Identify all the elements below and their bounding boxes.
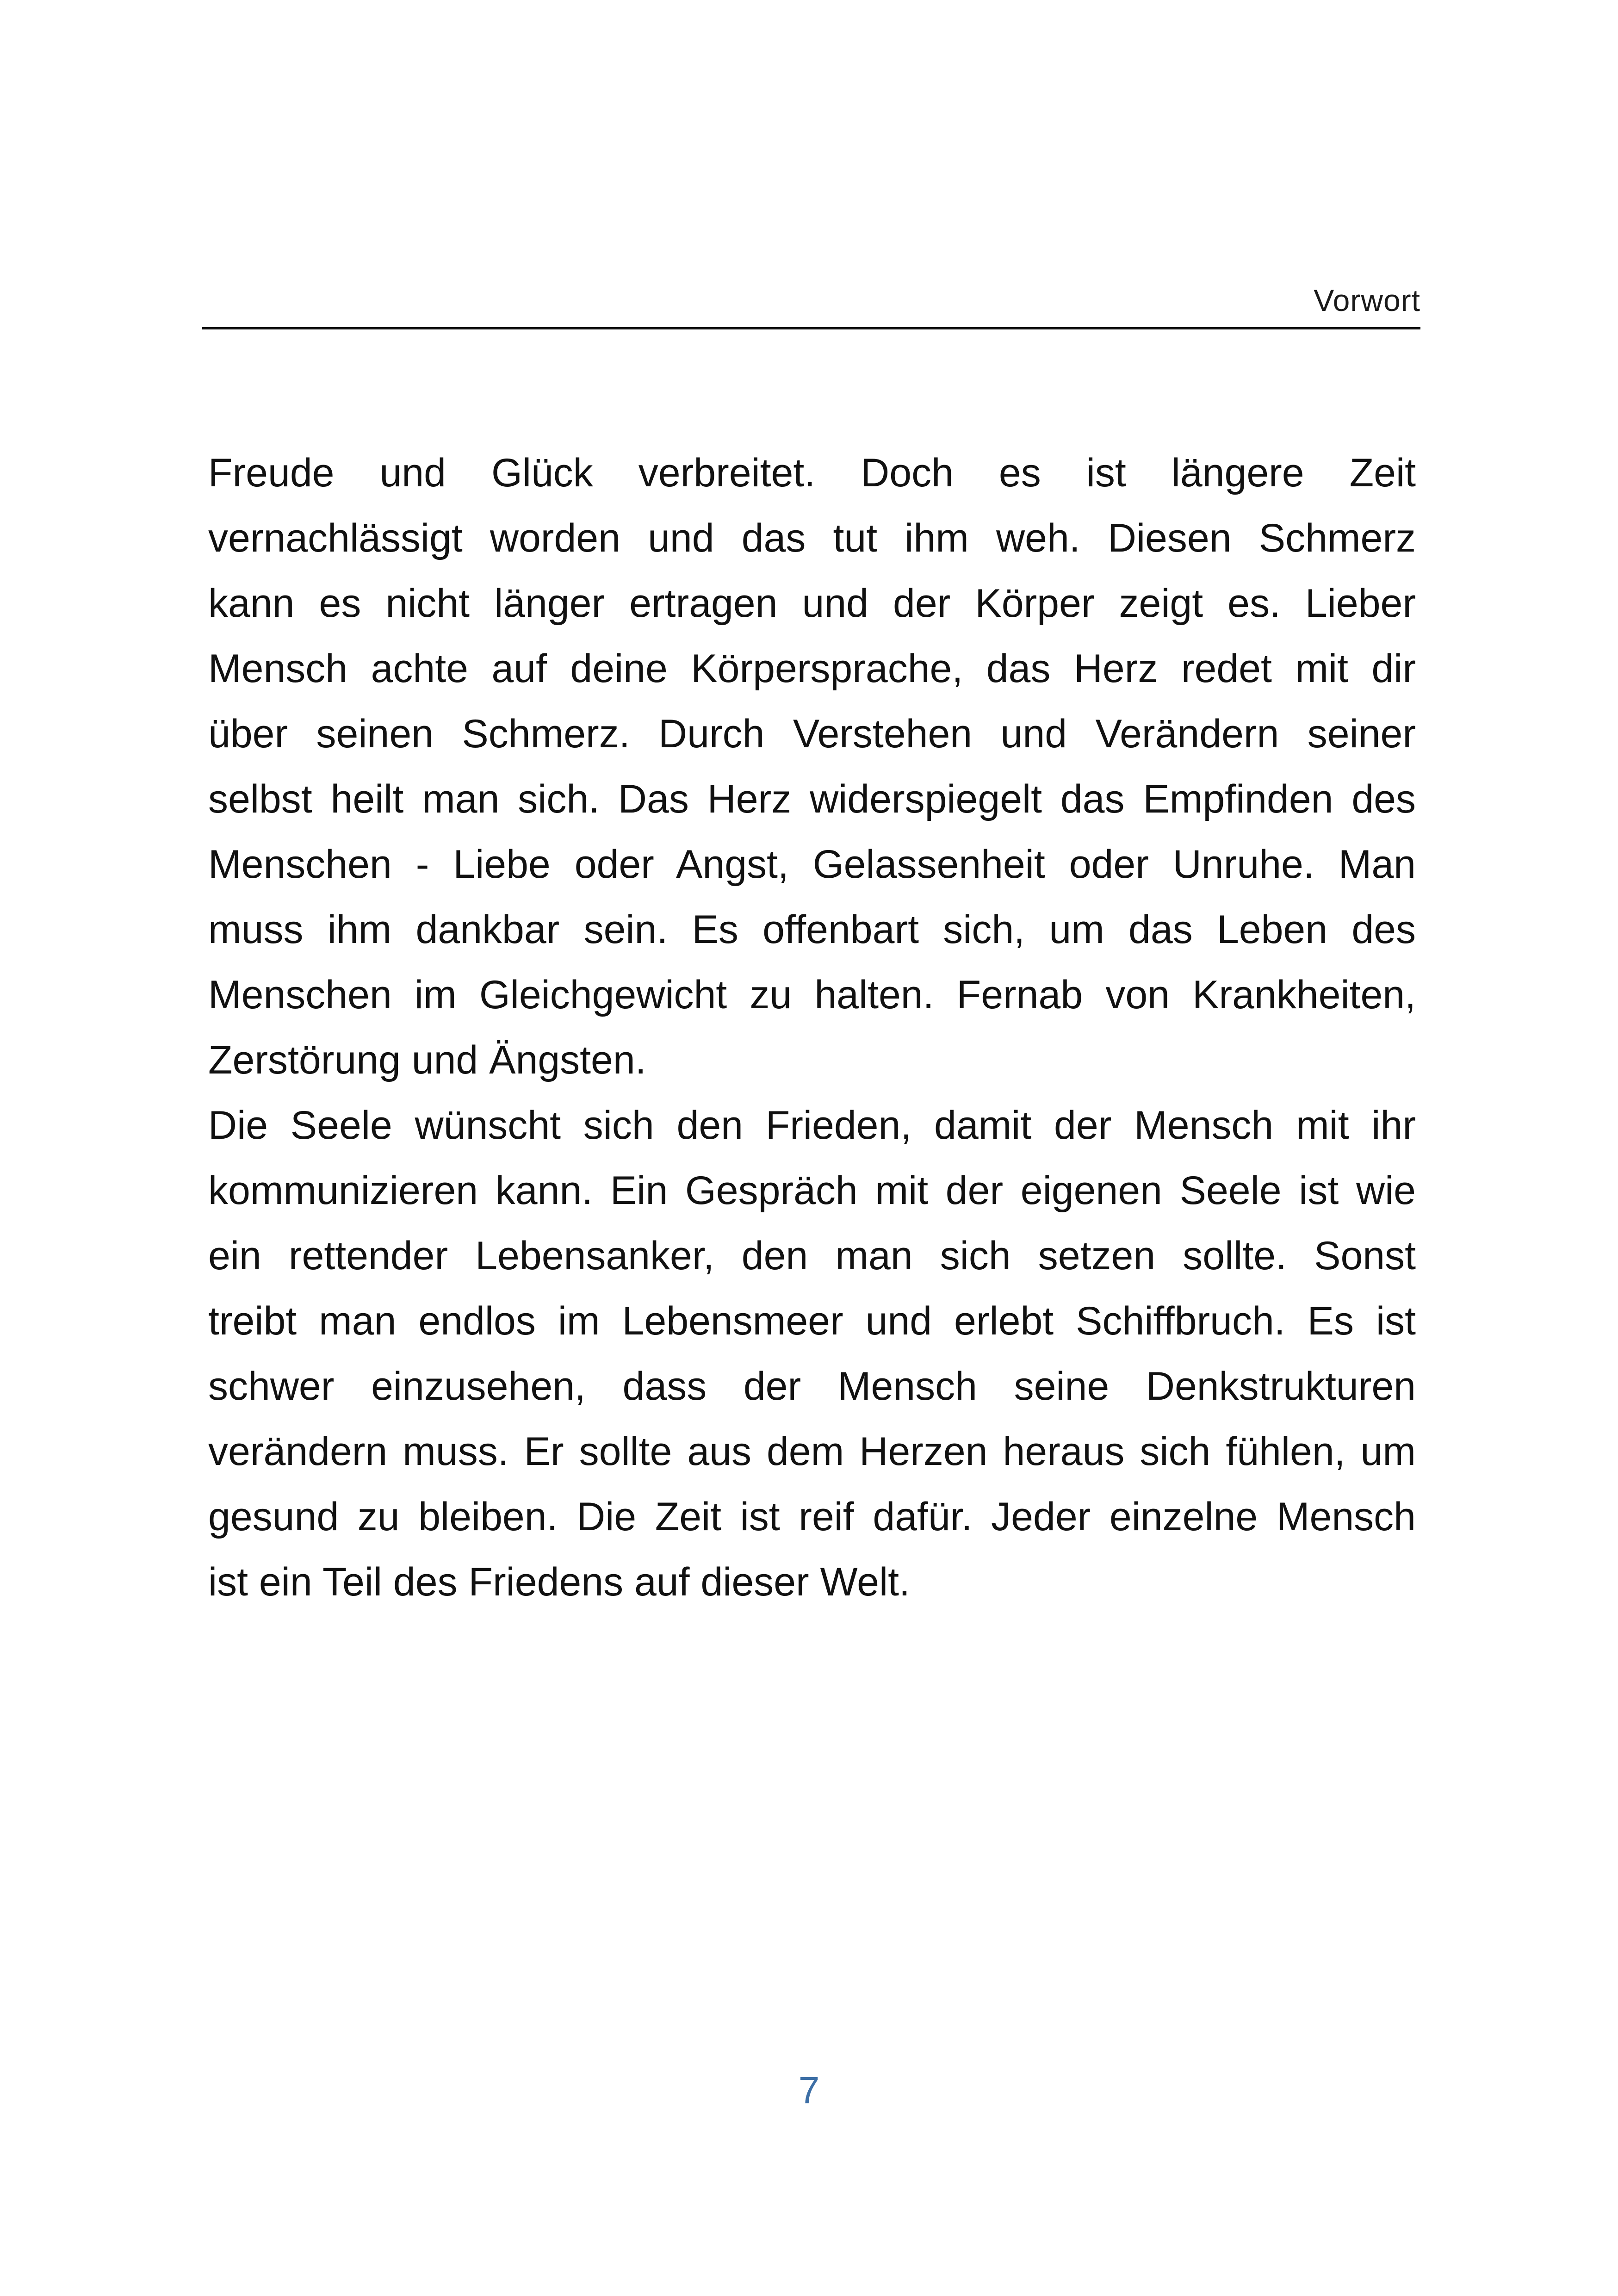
- text-line: über seinen Schmerz. Durch Verstehen und Verändern seiner: [208, 712, 1416, 756]
- text-line: Mensch achte auf deine Körpersprache, das Herz redet mit dir: [208, 646, 1416, 691]
- text-line: kann es nicht länger ertragen und der Körper zeigt es. Lieber: [208, 581, 1416, 626]
- page-number: 7: [798, 2069, 820, 2111]
- text-line: gesund zu bleiben. Die Zeit ist reif dafür. Jeder einzelne Mensch: [208, 1495, 1416, 1539]
- text-line: schwer einzusehen, dass der Mensch seine Denkstrukturen: [208, 1364, 1416, 1409]
- header-divider: [202, 327, 1420, 329]
- text-line: Die Seele wünscht sich den Frieden, damit der Mensch mit ihr: [208, 1103, 1416, 1148]
- text-line: muss ihm dankbar sein. Es offenbart sich, um das Leben des: [208, 907, 1416, 952]
- text-line: ist ein Teil des Friedens auf dieser Welt.: [208, 1560, 910, 1604]
- text-line: kommunizieren kann. Ein Gespräch mit der eigenen Seele ist wie: [208, 1168, 1416, 1213]
- text-line: Menschen - Liebe oder Angst, Gelassenheit oder Unruhe. Man: [208, 842, 1416, 887]
- paragraph-1: [208, 441, 1416, 1093]
- text-line: Menschen im Gleichgewicht zu halten. Fernab von Krankheiten,: [208, 973, 1416, 1017]
- running-header: [202, 275, 1420, 331]
- text-line: treibt man endlos im Lebensmeer und erlebt Schiffbruch. Es ist: [208, 1299, 1416, 1343]
- text-line: Zerstörung und Ängsten.: [208, 1038, 646, 1082]
- paragraph-2: [208, 1093, 1416, 1615]
- text-line: Freude und Glück verbreitet. Doch es ist längere Zeit: [208, 451, 1416, 495]
- body-text: [208, 441, 1416, 1615]
- text-line: ein rettender Lebensanker, den man sich setzen sollte. Sonst: [208, 1234, 1416, 1278]
- header-title: Vorwort: [1314, 283, 1420, 317]
- text-line: selbst heilt man sich. Das Herz widerspiegelt das Empfinden des: [208, 777, 1416, 821]
- text-line: vernachlässigt worden und das tut ihm weh. Diesen Schmerz: [208, 516, 1416, 560]
- text-line: verändern muss. Er sollte aus dem Herzen heraus sich fühlen, um: [208, 1429, 1416, 1474]
